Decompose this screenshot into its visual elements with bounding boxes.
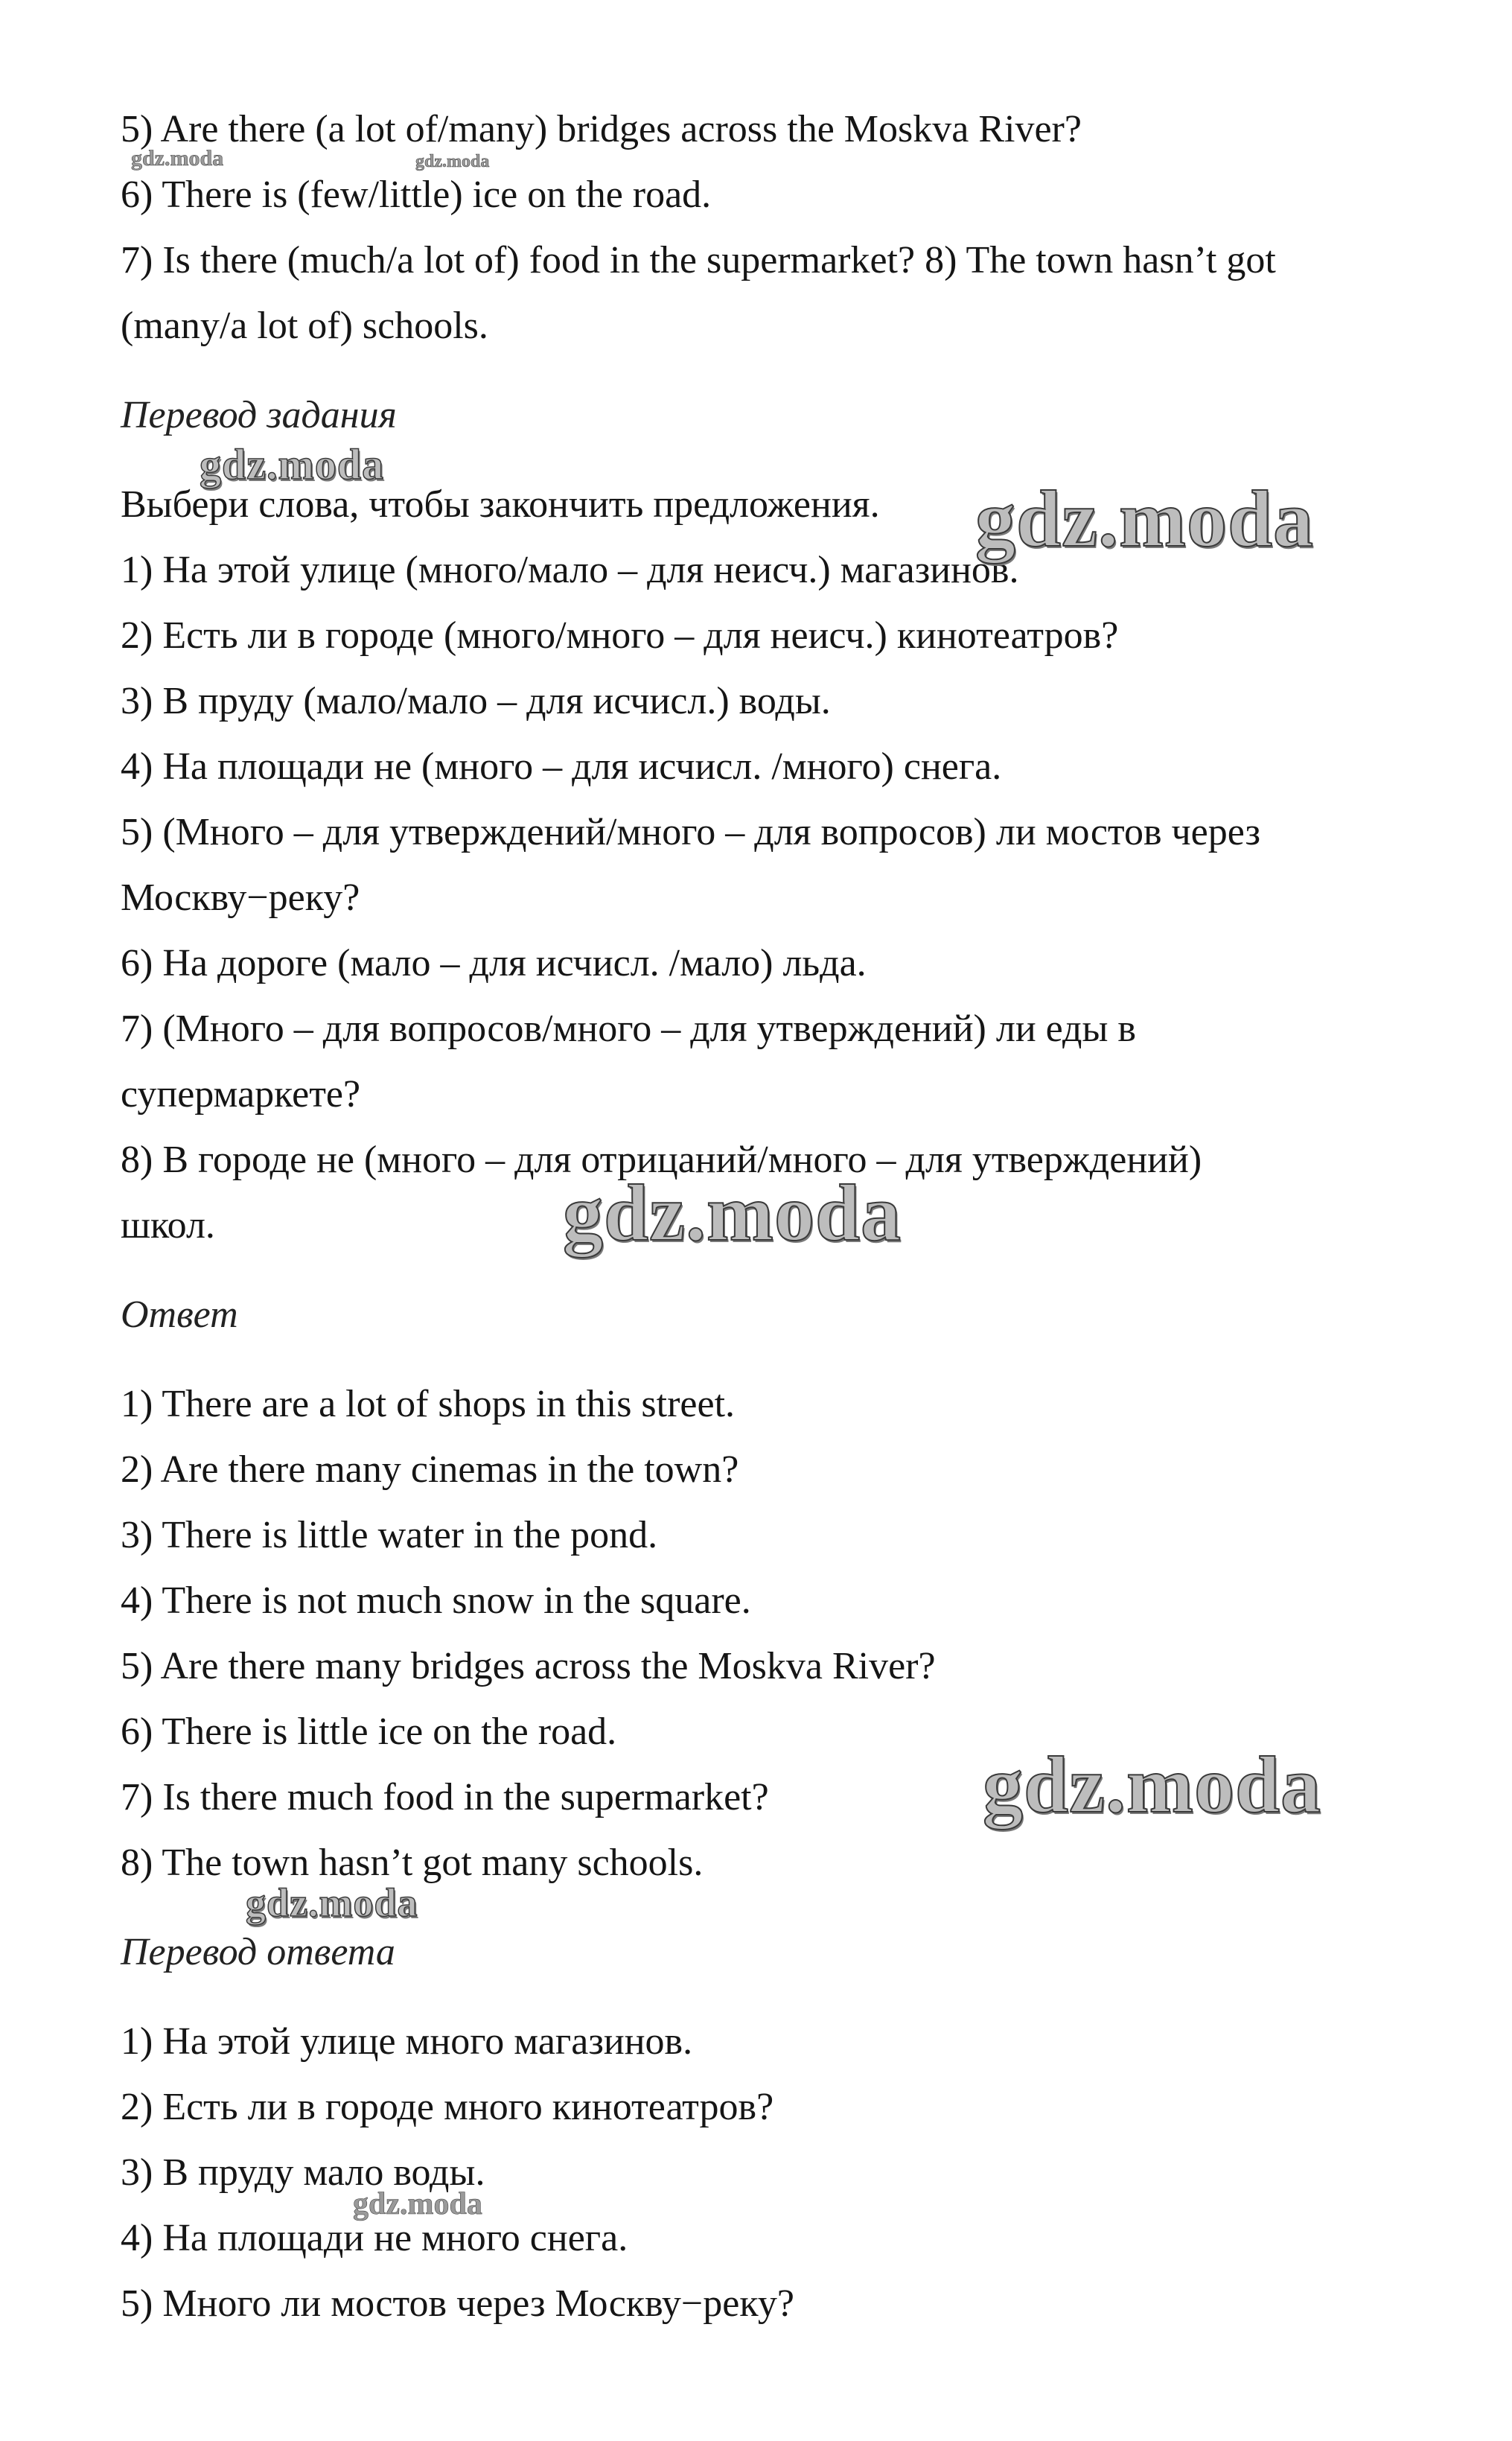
answer-line: 1) There are a lot of shops in this street. (121, 1383, 736, 1425)
task-translation-line: 4) На площади не (много – для исчисл. /много) снега. (121, 745, 1002, 788)
answer-line: 5) Are there many bridges across the Moskva River? (121, 1645, 936, 1687)
watermark-logo: gdz.moda (246, 1880, 418, 1925)
answer-translation-line: 4) На площади не много снега. (121, 2217, 628, 2259)
task-translation-line: 7) (Много – для вопросов/много – для утверждений) ли еды в (121, 1008, 1136, 1050)
task-translation-line: 8) В городе не (много – для отрицаний/много – для утверждений) (121, 1139, 1202, 1181)
watermark-logo: gdz.moda (353, 2187, 482, 2221)
task-translation-heading: Перевод задания (121, 394, 397, 436)
answer-translation-line: 3) В пруду мало воды. (121, 2151, 485, 2194)
answer-line: 7) Is there much food in the supermarket? (121, 1776, 769, 1818)
answer-translation-line: 1) На этой улице много магазинов. (121, 2020, 693, 2063)
exercise-line: 6) There is (few/little) ice on the road. (121, 174, 712, 216)
answer-translation-line: 2) Есть ли в городе много кинотеатров? (121, 2086, 774, 2128)
answer-line: 6) There is little ice on the road. (121, 1710, 617, 1753)
answer-line: 8) The town hasn’t got many schools. (121, 1842, 704, 1884)
answer-translation-line: 5) Много ли мостов через Москву−реку? (121, 2282, 794, 2325)
task-translation-line: Выбери слова, чтобы закончить предложения. (121, 483, 880, 526)
answer-line: 2) Are there many cinemas in the town? (121, 1448, 739, 1491)
answer-line: 4) There is not much snow in the square. (121, 1579, 751, 1622)
task-translation-line: 6) На дороге (мало – для исчисл. /мало) льда. (121, 942, 867, 984)
answer-line: 3) There is little water in the pond. (121, 1514, 658, 1556)
task-translation-line: Москву−реку? (121, 876, 360, 919)
answer-translation-heading: Перевод ответа (121, 1931, 395, 1973)
answer-heading: Ответ (121, 1293, 238, 1336)
task-translation-line: 1) На этой улице (много/мало – для неисч.) магазинов. (121, 549, 1019, 591)
watermark-logo: gdz.moda (415, 152, 490, 171)
task-translation-line: 5) (Много – для утверждений/много – для вопросов) ли мостов через (121, 811, 1261, 853)
watermark-logo: gdz.moda (563, 1169, 902, 1258)
watermark-logo: gdz.moda (131, 146, 224, 171)
task-translation-line: 3) В пруду (мало/мало – для исчисл.) воды. (121, 680, 831, 722)
task-translation-line: 2) Есть ли в городе (много/много – для неисч.) кинотеатров? (121, 614, 1119, 657)
exercise-line: 7) Is there (much/a lot of) food in the supermarket? 8) The town hasn’t got (121, 239, 1276, 281)
watermark-logo: gdz.moda (983, 1741, 1322, 1830)
watermark-logo: gdz.moda (200, 440, 385, 488)
watermark-logo: gdz.moda (975, 475, 1315, 564)
task-translation-line: школ. (121, 1204, 215, 1247)
exercise-line: 5) Are there (a lot of/many) bridges across the Moskva River? (121, 108, 1082, 150)
exercise-line: (many/a lot of) schools. (121, 305, 488, 347)
task-translation-line: супермаркете? (121, 1073, 361, 1116)
